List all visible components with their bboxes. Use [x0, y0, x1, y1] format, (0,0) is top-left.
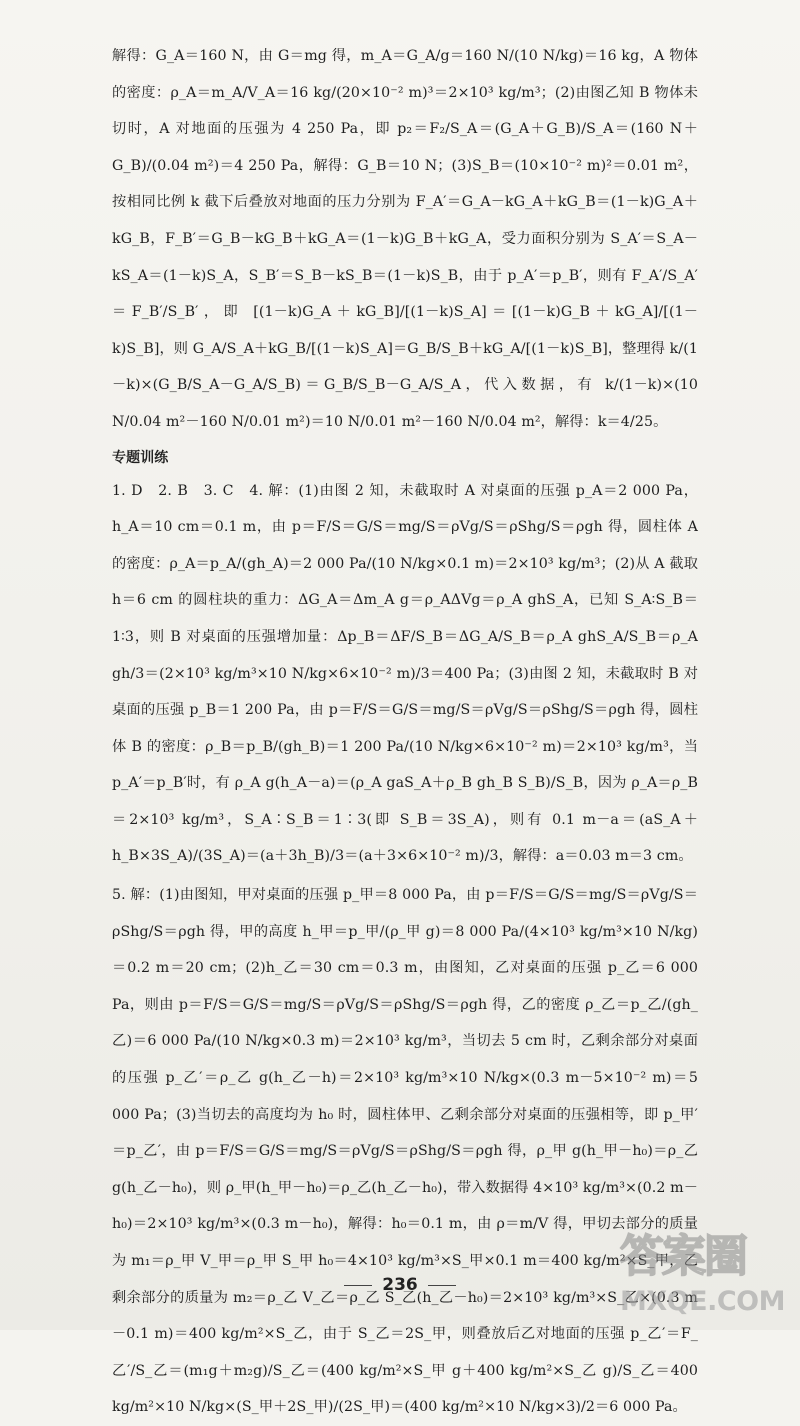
- footer-dash-left: [344, 1285, 372, 1286]
- answer-paragraph-q5: 5. 解：(1)由图知，甲对桌面的压强 p_甲＝8 000 Pa，由 p＝F/S＝G/S＝mg/S＝ρVg/S＝ρShg/S＝ρgh 得，甲的高度 h_甲＝p_甲/(ρ_甲 g)＝8 000 Pa/(4×10³ kg/m³×10 N/kg)＝0.2 m＝20 cm；(2)h_乙＝30 cm＝0.3 m，由图知，乙对桌面的压强 p_乙＝6 000 Pa，则由 p＝F/S＝G/S＝mg/S＝ρVg/S＝ρShg/S＝ρgh 得，乙的密度 ρ_乙＝p_乙/(gh_乙)＝6 000 Pa/(10 N/kg×0.3 m)＝2×10³ kg/m³，当切去 5 cm 时，乙剩余部分对桌面的压强 p_乙′＝ρ_乙 g(h_乙－h)＝2×10³ kg/m³×10 N/kg×(0.3 m－5×10⁻² m)＝5 000 Pa；(3)当切去的高度均为 h₀ 时，圆柱体甲、乙剩余部分对桌面的压强相等，即 p_甲′＝p_乙′，由 p＝F/S＝G/S＝mg/S＝ρVg/S＝ρShg/S＝ρgh 得，ρ_甲 g(h_甲－h₀)＝ρ_乙 g(h_乙－h₀)，则 ρ_甲(h_甲－h₀)＝ρ_乙(h_乙－h₀)，带入数据得 4×10³ kg/m³×(0.2 m－h₀)＝2×10³ kg/m³×(0.3 m－h₀)，解得：h₀＝0.1 m，由 ρ＝m/V 得，甲切去部分的质量为 m₁＝ρ_甲 V_甲＝ρ_甲 S_甲 h₀＝4×10³ kg/m³×S_甲×0.1 m＝400 kg/m²×S_甲，乙剩余部分的质量为 m₂＝ρ_乙 V_乙＝ρ_乙 S_乙(h_乙－h₀)＝2×10³ kg/m³×S_乙×(0.3 m－0.1 m)＝400 kg/m²×S_乙，由于 S_乙＝2S_甲，则叠放后乙对地面的压强 p_乙′＝F_乙′/S_乙＝(m₁g＋m₂g)/S_乙＝(400 kg/m²×S_甲 g＋400 kg/m²×S_乙 g)/S_乙＝400 kg/m²×10 N/kg×(S_甲＋2S_甲)/(2S_甲)＝(400 kg/m²×10 N/kg×3)/2＝6 000 Pa。: [112, 887, 698, 1416]
- watermark-glyphs: 答案圈: [620, 1231, 746, 1282]
- answer-text-body: [112, 38, 698, 1426]
- watermark-logo: [620, 1218, 795, 1326]
- answer-paragraph-q1-4: 1. D 2. B 3. C 4. 解：(1)由图 2 知，未截取时 A 对桌面的压强 p_A＝2 000 Pa，h_A＝10 cm＝0.1 m，由 p＝F/S＝G/S＝mg/S＝ρVg/S＝ρShg/S＝ρgh 得，圆柱体 A 的密度：ρ_A＝p_A/(gh_A)＝2 000 Pa/(10 N/kg×0.1 m)＝2×10³ kg/m³；(2)从 A 截取 h＝6 cm 的圆柱块的重力：ΔG_A＝Δm_A g＝ρ_AΔVg＝ρ_A ghS_A，已知 S_A∶S_B＝1∶3，则 B 对桌面的压强增加量：Δp_B＝ΔF/S_B＝ΔG_A/S_B＝ρ_A ghS_A/S_B＝ρ_A gh/3＝(2×10³ kg/m³×10 N/kg×6×10⁻² m)/3＝400 Pa；(3)由图 2 知，未截取时 B 对桌面的压强 p_B＝1 200 Pa，由 p＝F/S＝G/S＝mg/S＝ρVg/S＝ρShg/S＝ρgh 得，圆柱体 B 的密度：ρ_B＝p_B/(gh_B)＝1 200 Pa/(10 N/kg×6×10⁻² m)＝2×10³ kg/m³，当 p_A′＝p_B′时，有 ρ_A g(h_A－a)＝(ρ_A gaS_A＋ρ_B gh_B S_B)/S_B，因为 ρ_A＝ρ_B＝2×10³ kg/m³，S_A∶S_B＝1∶3(即 S_B＝3S_A)，则有 0.1 m－a＝(aS_A＋h_B×3S_A)/(3S_A)＝(a＋3h_B)/3＝(a＋3×6×10⁻² m)/3，解得：a＝0.03 m＝3 cm。: [112, 482, 698, 865]
- footer-dash-right: [428, 1285, 456, 1286]
- answer-paragraph-continued: 解得：G_A＝160 N，由 G＝mg 得，m_A＝G_A/g＝160 N/(10 N/kg)＝16 kg，A 物体的密度：ρ_A＝m_A/V_A＝16 kg/(20×10⁻² m)³＝2×10³ kg/m³；(2)由图乙知 B 物体未切时，A 对地面的压强为 4 250 Pa，即 p₂＝F₂/S_A＝(G_A＋G_B)/S_A＝(160 N＋G_B)/(0.04 m²)＝4 250 Pa，解得：G_B＝10 N；(3)S_B＝(10×10⁻² m)²＝0.01 m²，按相同比例 k 截下后叠放对地面的压力分别为 F_A′＝G_A－kG_A＋kG_B＝(1－k)G_A＋kG_B，F_B′＝G_B－kG_B＋kG_A＝(1－k)G_B＋kG_A，受力面积分别为 S_A′＝S_A－kS_A＝(1－k)S_A，S_B′＝S_B－kS_B＝(1－k)S_B，由于 p_A′＝p_B′，则有 F_A′/S_A′＝F_B′/S_B′，即 [(1－k)G_A＋kG_B]/[(1－k)S_A]＝[(1－k)G_B＋kG_A]/[(1－k)S_B]，则 G_A/S_A＋kG_B/[(1－k)S_A]＝G_B/S_B＋kG_A/[(1－k)S_B]，整理得 k/(1－k)×(G_B/S_A－G_A/S_B)＝G_B/S_B－G_A/S_A，代入数据，有 k/(1－k)×(10 N/0.04 m²－160 N/0.01 m²)＝10 N/0.01 m²－160 N/0.04 m²，解得：k＝4/25。: [112, 48, 698, 430]
- watermark-url: MXQE.COM: [620, 1286, 785, 1317]
- section-heading: 专题训练: [112, 449, 169, 466]
- page-number: 236: [382, 1275, 418, 1295]
